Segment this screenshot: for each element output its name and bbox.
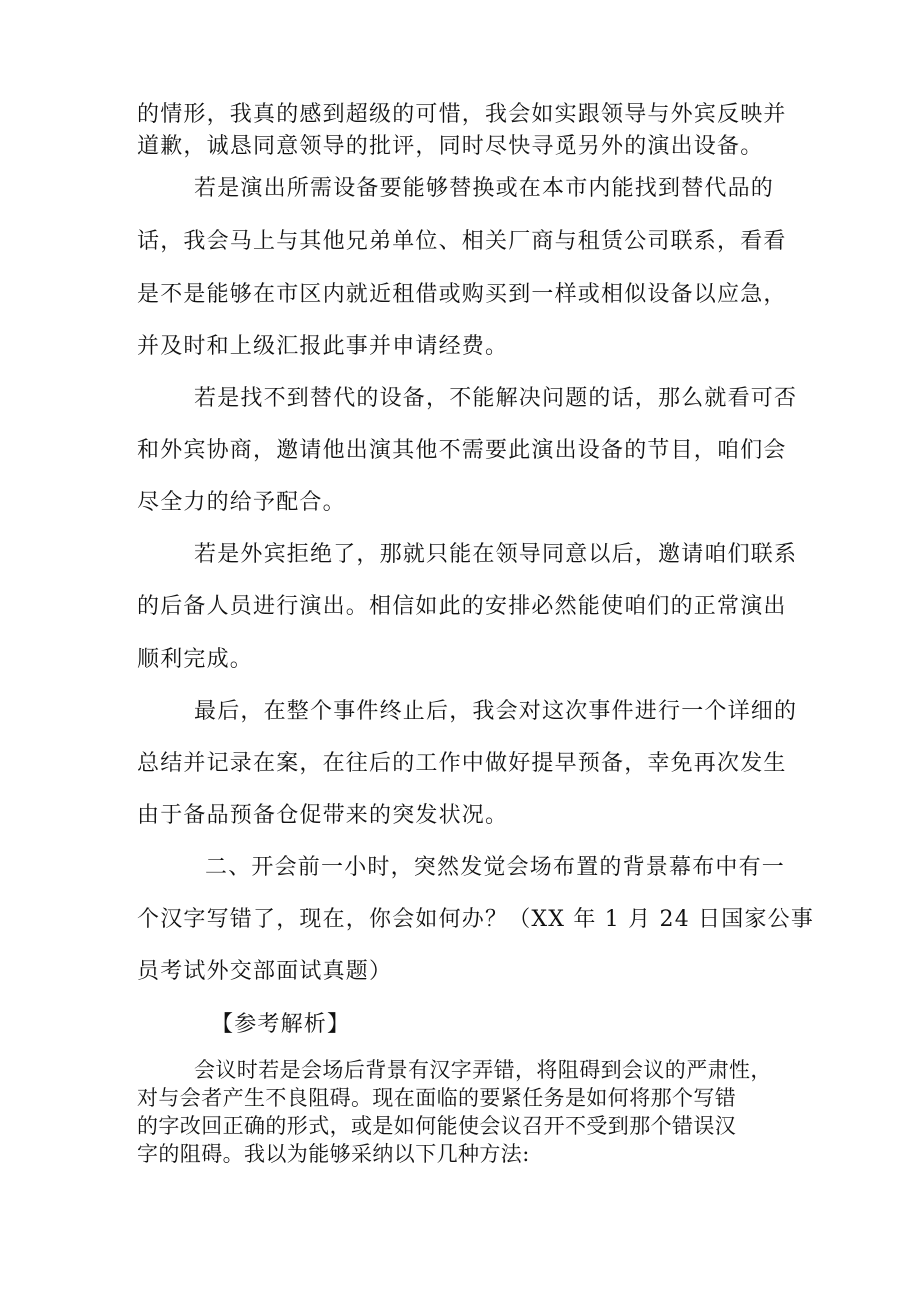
text-line: 最后，在整个事件终止后，我会对这次事件进行一个详细的 bbox=[194, 699, 798, 724]
text-line: 个汉字写错了，现在，你会如何办？（XX 年 1 月 24 日国家公事 bbox=[137, 907, 815, 932]
text-line: 的字改回正确的形式，或是如何能使会议召开不受到那个错误汉 bbox=[137, 1114, 737, 1138]
text-line: 道歉，诚恳同意领导的批评，同时尽快寻觅另外的演出设备。 bbox=[137, 134, 764, 159]
text-line: 字的阻碍。我以为能够采纳以下几种方法: bbox=[137, 1142, 530, 1166]
text-line: 并及时和上级汇报此事并申请经费。 bbox=[137, 334, 509, 359]
text-line: 尽全力的给予配合。 bbox=[137, 490, 346, 515]
reference-analysis-label: 【参考解析】 bbox=[211, 1012, 351, 1037]
text-line: 话，我会马上与其他兄弟单位、相关厂商与租赁公司联系，看看 bbox=[137, 229, 787, 254]
text-line: 由于备品预备仓促带来的突发状况。 bbox=[137, 803, 509, 828]
text-line: 员考试外交部面试真题） bbox=[137, 959, 393, 984]
text-line: 会议时若是会场后背景有汉字弄错，将阻碍到会议的严肃性， bbox=[194, 1058, 772, 1082]
text-line: 若是外宾拒绝了，那就只能在领导同意以后，邀请咱们联系 bbox=[194, 542, 798, 567]
text-line: 的后备人员进行演出。相信如此的安排必然能使咱们的正常演出 bbox=[137, 594, 787, 619]
text-line: 的情形，我真的感到超级的可惜，我会如实跟领导与外宾反映并 bbox=[137, 102, 787, 127]
text-line: 顺利完成。 bbox=[137, 647, 254, 672]
text-line: 是不是能够在市区内就近租借或购买到一样或相似设备以应急， bbox=[137, 282, 787, 307]
text-line: 和外宾协商，邀请他出演其他不需要此演出设备的节目，咱们会 bbox=[137, 438, 787, 463]
text-line: 对与会者产生不良阻碍。现在面临的要紧任务是如何将那个写错 bbox=[137, 1086, 737, 1110]
text-line: 若是找不到替代的设备，不能解决问题的话，那么就看可否 bbox=[194, 386, 798, 411]
text-line: 二、开会前一小时，突然发觉会场布置的背景幕布中有一 bbox=[205, 855, 786, 880]
text-line: 若是演出所需设备要能够替换或在本市内能找到替代品的 bbox=[194, 176, 775, 201]
text-line: 总结并记录在案，在往后的工作中做好提早预备，幸免再次发生 bbox=[137, 751, 787, 776]
